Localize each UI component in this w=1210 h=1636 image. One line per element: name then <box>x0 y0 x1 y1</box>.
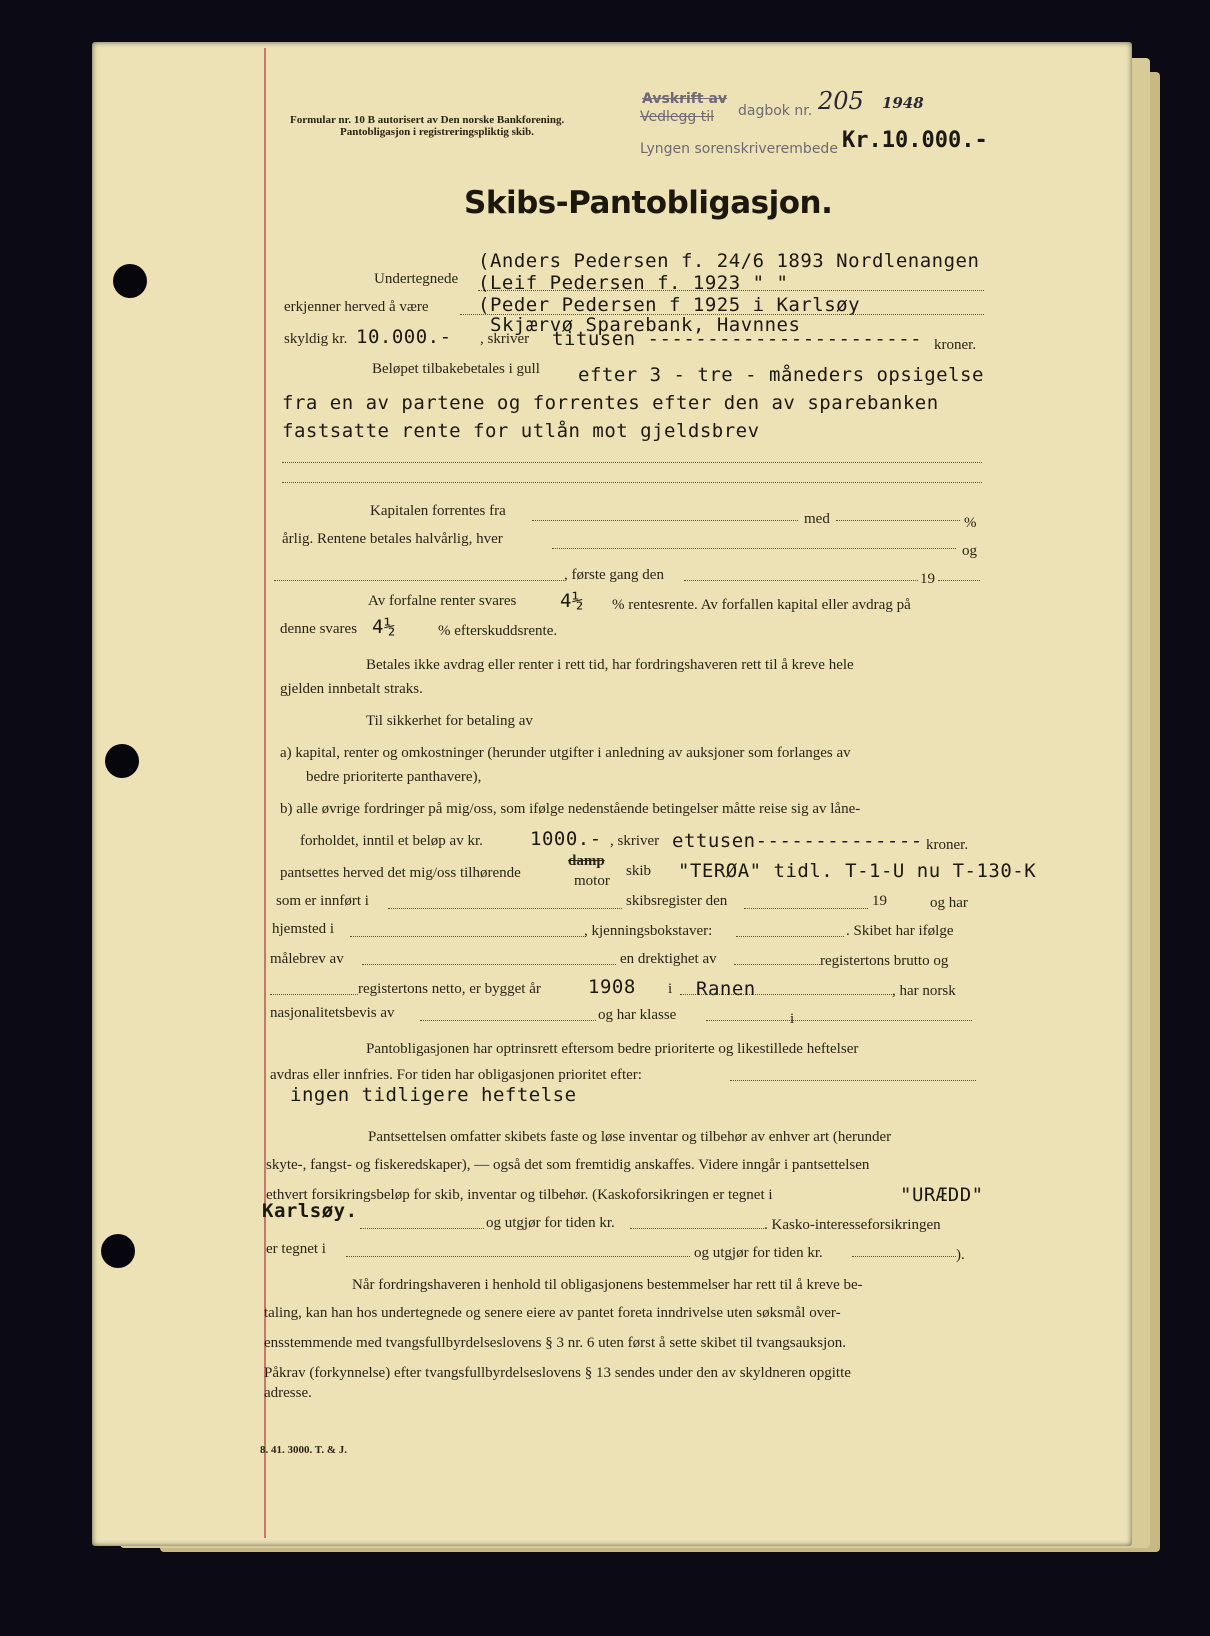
header-amount: Kr.10.000.- <box>842 128 988 153</box>
year-built: 1908 <box>588 976 636 998</box>
text-insurance-3: ethvert forsikringsbeløp for skib, inventar og tilbehør. (Kaskoforsikringen er tegnet i <box>266 1187 773 1203</box>
debt-amount: 10.000.- <box>356 326 452 348</box>
label-percent: % <box>964 515 977 531</box>
label-hjemsted: hjemsted i <box>272 921 335 937</box>
text-betales-2: gjelden innbetalt straks. <box>280 681 423 697</box>
text-insurance-5a: er tegnet i <box>266 1241 326 1257</box>
label-kjenningsbokstaver: , kjenningsbokstaver: <box>584 923 713 939</box>
label-klasse: og har klasse <box>598 1007 677 1023</box>
label-nineteen: 19 <box>920 571 935 587</box>
stamp-vedlegg: Vedlegg til <box>640 109 714 125</box>
dotted-line <box>350 936 586 937</box>
label-skib: skib <box>626 863 652 879</box>
stamp-office: Lyngen sorenskriverembede <box>640 141 838 157</box>
dagbok-year: 1948 <box>882 94 924 112</box>
document-title: Skibs-Pantobligasjon. <box>464 185 833 221</box>
debtor-line-3: (Peder Pedersen f 1925 i Karlsøy <box>478 294 861 316</box>
label-innfort: som er innført i <box>276 893 369 909</box>
secondary-amount-words: ettusen-------------- <box>672 830 923 852</box>
text-item-b-2b: , skriver <box>610 833 660 849</box>
dotted-line <box>734 964 820 965</box>
dotted-line <box>362 964 616 965</box>
dotted-line <box>938 580 980 581</box>
label-tilbakebetales: Beløpet tilbakebetales i gull <box>372 361 540 377</box>
label-i: i <box>668 981 673 997</box>
insurer-name: "URÆDD" <box>900 1184 984 1206</box>
text-insurance-5b: og utgjør for tiden kr. <box>694 1245 823 1261</box>
formular-line-2: Pantobligasjon i registreringspliktig skib. <box>340 126 534 138</box>
punch-hole-middle <box>105 744 139 778</box>
label-erkjenner: erkjenner herved å være <box>284 299 429 315</box>
creditor-name: Skjærvø Sparebank, Havnnes <box>490 314 801 336</box>
label-skyldig: skyldig kr. <box>284 331 348 347</box>
insurer-place: Karlsøy. <box>262 1200 358 1222</box>
text-sikkerhet: Til sikkerhet for betaling av <box>366 713 533 729</box>
secondary-amount: 1000.- <box>530 828 602 850</box>
text-priority-1: Pantobligasjonen har optrinsrett eftersom bedre prioriterte og likestillede heftelser <box>366 1041 859 1057</box>
label-nasjonalitetsbevis: nasjonalitetsbevis av <box>270 1005 395 1021</box>
formular-line-1: Formular nr. 10 B autorisert av Den norske Bankforening. <box>290 114 565 126</box>
dotted-line <box>730 1080 976 1081</box>
label-forste-gang: , første gang den <box>564 567 664 583</box>
option-motor: motor <box>574 873 610 889</box>
dotted-line <box>274 580 564 581</box>
dotted-line <box>836 520 960 521</box>
text-closing-2: taling, kan han hos undertegnede og senere eiere av pantet foreta inndrivelse uten søksmål over- <box>264 1305 841 1321</box>
vessel-name: "TERØA" tidl. T-1-U nu T-130-K <box>678 860 1037 882</box>
dagbok-number: 205 <box>818 87 864 115</box>
repayment-line-2: fra en av partene og forrentes efter den av sparebanken <box>282 392 939 414</box>
label-kapitalen: Kapitalen forrentes fra <box>370 503 506 519</box>
text-closing-1: Når fordringshaveren i henhold til obligasjonens bestemmelser har rett til å kreve be- <box>352 1277 863 1293</box>
repayment-line-3: fastsatte rente for utlån mot gjeldsbrev <box>282 420 760 442</box>
label-har-norsk: , har norsk <box>892 983 956 999</box>
text-item-a-2: bedre prioriterte panthavere), <box>306 769 482 785</box>
label-klasse-i: i <box>790 1011 795 1027</box>
label-skriver: , skriver <box>480 331 530 347</box>
dotted-line <box>282 482 982 483</box>
label-arlig: årlig. Rentene betales halvårlig, hver <box>282 531 503 547</box>
label-rentesrente: % rentesrente. Av forfallen kapital eller avdrag på <box>612 597 911 613</box>
text-insurance-4b: . Kasko-interesseforsikringen <box>764 1217 941 1233</box>
text-item-b-2a: forholdet, inntil et beløp av kr. <box>300 833 483 849</box>
label-undertegnede: Undertegnede <box>374 271 459 287</box>
debtor-line-1: (Anders Pedersen f. 24/6 1893 Nordlenangen <box>478 250 980 272</box>
text-priority-2: avdras eller innfries. For tiden har obligasjonen prioritet efter: <box>270 1067 642 1083</box>
dotted-line <box>630 1228 764 1229</box>
dotted-line <box>360 1228 484 1229</box>
dotted-line <box>736 936 844 937</box>
dotted-line <box>706 1020 972 1021</box>
text-item-b-2c: kroner. <box>926 837 969 853</box>
label-efterskuddsrente: % efterskuddsrente. <box>438 623 558 639</box>
dotted-line <box>680 994 894 995</box>
stamp-dagbok: dagbok nr. <box>738 103 813 119</box>
punch-hole-top <box>113 264 147 298</box>
label-netto: registertons netto, er bygget år <box>358 981 541 997</box>
label-med: med <box>804 511 830 527</box>
dotted-line <box>852 1256 956 1257</box>
text-item-a-1: a) kapital, renter og omkostninger (herunder utgifter i anledning av auksjoner som forlanges av <box>280 745 851 761</box>
place-built: Ranen <box>696 978 756 1000</box>
dotted-line <box>552 548 956 549</box>
text-closing-3: ensstemmende med tvangsfullbyrdelseslovens § 3 nr. 6 uten først å sette skibet til tvangsauksjon. <box>264 1335 846 1351</box>
dotted-line <box>346 1256 690 1257</box>
dotted-line <box>282 462 982 463</box>
dotted-line <box>532 520 798 521</box>
label-forfalne: Av forfalne renter svares <box>368 593 517 609</box>
dotted-line <box>388 908 622 909</box>
dotted-line <box>684 580 918 581</box>
debt-amount-words: titusen ----------------------- <box>552 328 923 350</box>
stamp-avskrift: Avskrift av <box>642 91 728 107</box>
text-pantsettes: pantsettes herved det mig/oss tilhørende <box>280 865 521 881</box>
punch-hole-bottom <box>101 1234 135 1268</box>
label-malebrev: målebrev av <box>270 951 344 967</box>
text-insurance-5c: ). <box>956 1247 965 1263</box>
rentesrente-rate: 4½ <box>560 590 584 612</box>
label-og: og <box>962 543 977 559</box>
label-kroner: kroner. <box>934 337 977 353</box>
debtor-line-2: (Leif Pedersen f. 1923 " " <box>478 272 789 294</box>
label-skibet-har: . Skibet har ifølge <box>846 923 954 939</box>
text-insurance-1: Pantsettelsen omfatter skibets faste og løse inventar og tilbehør av enhver art (herunder <box>368 1129 892 1145</box>
text-insurance-2: skyte-, fangst- og fiskeredskaper), — også det som fremtidig anskaffes. Videre inngår i pantsettelsen <box>266 1157 870 1173</box>
efterskudd-rate: 4½ <box>372 616 396 638</box>
text-insurance-4a: og utgjør for tiden kr. <box>486 1215 615 1231</box>
priority-value: ingen tidligere heftelse <box>290 1084 577 1106</box>
repayment-line-1: efter 3 - tre - måneders opsigelse <box>578 364 984 386</box>
label-denne-svares: denne svares <box>280 621 358 637</box>
text-item-b-1: b) alle øvrige fordringer på mig/oss, som ifølge nedenstående betingelser måtte reise sig av låne- <box>280 801 861 817</box>
label-skibsregister: skibsregister den <box>626 893 728 909</box>
printer-mark: 8. 41. 3000. T. & J. <box>260 1444 347 1456</box>
text-betales-1: Betales ikke avdrag eller renter i rett tid, har fordringshaveren rett til å kreve hele <box>366 657 854 673</box>
label-brutto: registertons brutto og <box>820 953 949 969</box>
option-damp: damp <box>568 853 605 869</box>
dotted-line <box>270 994 358 995</box>
text-closing-5: adresse. <box>264 1385 312 1401</box>
dotted-line <box>420 1020 596 1021</box>
label-drektighet: en drektighet av <box>620 951 717 967</box>
dotted-line <box>744 908 868 909</box>
text-closing-4: Påkrav (forkynnelse) efter tvangsfullbyrdelseslovens § 13 sendes under den av skyldneren opgitte <box>264 1365 851 1381</box>
label-og-har: og har <box>930 895 968 911</box>
label-register-nineteen: 19 <box>872 893 887 909</box>
